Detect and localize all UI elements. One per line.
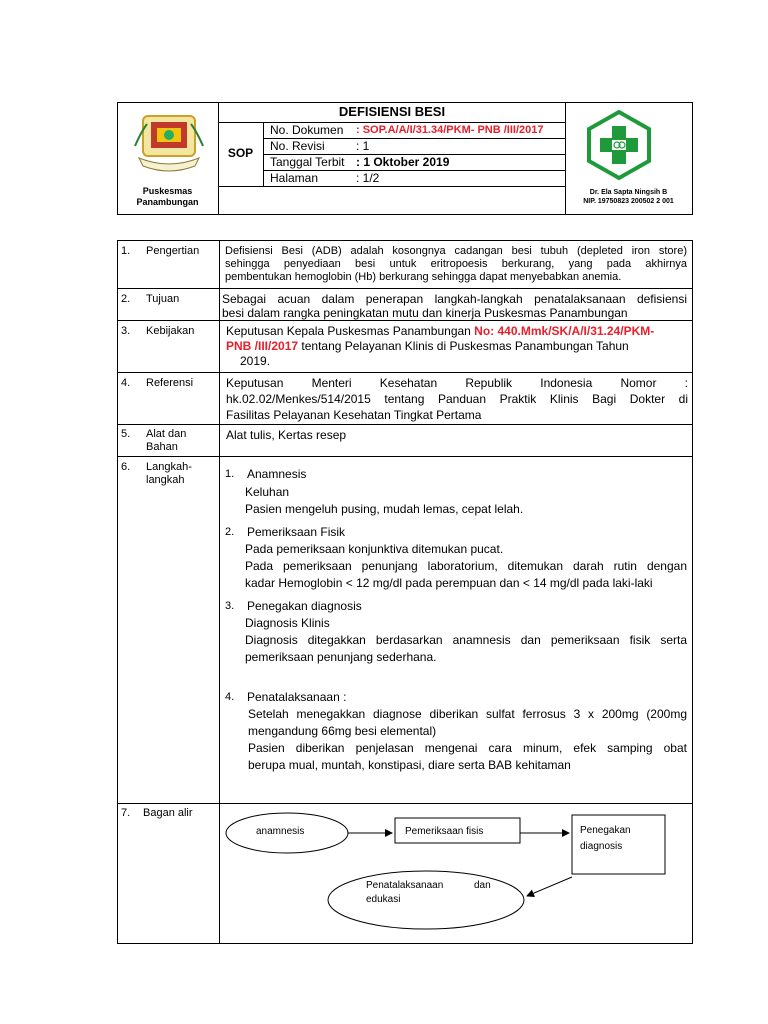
flow-arrow-3 xyxy=(527,877,572,896)
revision-value: : 1 xyxy=(356,139,370,153)
doc-number-value: : SOP.A/A/I/31.34/PKM- PNB /III/2017 xyxy=(356,124,544,136)
s2-label: Tujuan xyxy=(146,293,180,305)
s7-number: 7. xyxy=(121,807,131,819)
flow-label-penatalaksanaan: Penatalaksanaan xyxy=(366,880,444,891)
flow-label-pemeriksaan: Pemeriksaan fisis xyxy=(405,826,484,837)
s6-label: Langkah- langkah xyxy=(146,461,192,486)
doc-number-label: No. Dokumen xyxy=(270,123,344,137)
signer-name: Dr. Ela Sapta Ningsih B xyxy=(589,189,668,196)
s1-text: Defisiensi Besi (ADB) adalah kosongnya cadangan besi tubuh (depleted iron store) sehingga penyediaan besi untuk eritropoesis berkurang, yang pada akhirnya pembentukan hemoglobin (Hb) berkurang sehingga dapat menyebabkan anemia. xyxy=(225,245,687,283)
flow-label-anamnesis: anamnesis xyxy=(256,826,305,837)
flow-label-dan: dan xyxy=(474,880,491,891)
puskesmas-logo xyxy=(587,110,651,180)
step-2-number: 2. xyxy=(225,526,235,538)
flow-label-edukasi: edukasi xyxy=(366,894,401,905)
s3-text: Keputusan Kepala Puskesmas Panambungan No: 440.Mmk/SK/A/I/31.24/PKM- PNB /III/2017 tentang Pelayanan Klinis di Puskesmas Panambungan Tahun 2019. xyxy=(226,324,655,368)
org-name xyxy=(117,186,218,208)
page-label: Halaman xyxy=(270,171,319,185)
issue-date-value: : 1 Oktober 2019 xyxy=(356,155,450,169)
s3-label: Kebijakan xyxy=(146,325,195,337)
step-1-number: 1. xyxy=(225,468,235,480)
step-4-title: Penatalaksanaan : xyxy=(247,690,347,704)
issue-date-label: Tanggal Terbit xyxy=(270,155,345,169)
signer-nip: NIP. 19750823 200502 2 001 xyxy=(583,198,674,205)
s5-label: Alat dan Bahan xyxy=(146,428,187,453)
s1-label: Pengertian xyxy=(146,245,200,257)
s2-number: 2. xyxy=(121,293,131,305)
flow-label-penegakan: Penegakan diagnosis xyxy=(580,825,631,852)
step-4-number: 4. xyxy=(225,691,235,703)
regional-logo xyxy=(133,110,205,176)
s7-label: Bagan alir xyxy=(143,807,193,819)
revision-label: No. Revisi xyxy=(270,139,325,153)
s4-number: 4. xyxy=(121,377,131,389)
step-3-title: Penegakan diagnosis xyxy=(247,599,362,613)
sop-label: SOP xyxy=(227,146,254,160)
step-1-title: Anamnesis xyxy=(247,467,307,481)
document-title: DEFISIENSI BESI xyxy=(338,104,446,119)
s5-number: 5. xyxy=(121,428,131,440)
s1-number: 1. xyxy=(121,245,131,257)
signer-block xyxy=(565,188,692,206)
s2-text: Sebagai acuan dalam penerapan langkah-langkah penatalaksanaan defisiensi besi dalam rangka peningkatan mutu dan kinerja Puskesmas Panambungan xyxy=(222,292,687,320)
page-value: : 1/2 xyxy=(356,171,380,185)
step-2-title: Pemeriksaan Fisik xyxy=(247,525,346,539)
step-3-number: 3. xyxy=(225,600,235,612)
s6-number: 6. xyxy=(121,461,131,473)
s4-label: Referensi xyxy=(146,377,194,389)
s3-number: 3. xyxy=(121,325,131,337)
s5-text: Alat tulis, Kertas resep xyxy=(226,428,347,442)
org-line2: Panambungan xyxy=(136,197,199,207)
s4-text: Keputusan Menteri Kesehatan Republik Indonesia Nomor : hk.02.02/Menkes/514/2015 tentang Panduan Praktik Klinis Bagi Dokter di Fasilitas Pelayanan Kesehatan Tingkat Pertama xyxy=(226,376,688,422)
org-line1: Puskesmas xyxy=(142,186,193,196)
